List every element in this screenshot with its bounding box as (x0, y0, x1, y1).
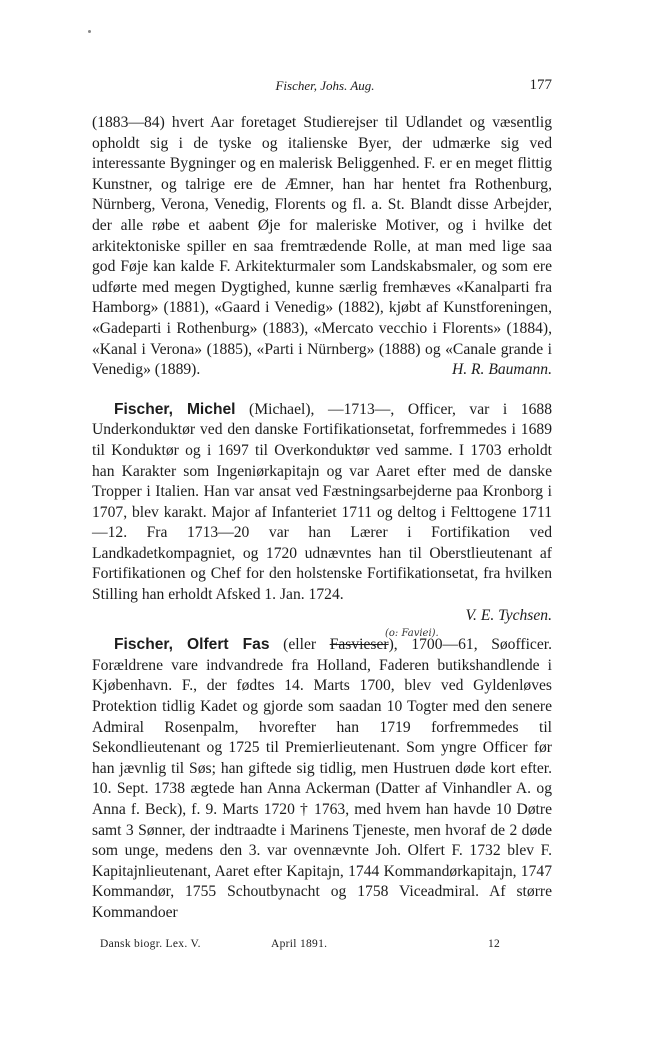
entry-headword: Fischer, Olfert Fas (114, 636, 270, 654)
entry-fischer-olfert-fas (92, 635, 552, 923)
entry-text: ), 1700—61, Søofficer. Forældrene vare indvandrede fra Holland, Faderen butikshandlende i Kjøbenhavn. F., der fødtes 14. Marts 1700, blev ved Gyldenløves Protektion tidlig Kadet og gjorde som saadan 10 Togter med den senere Admiral Rosenpalm, hvorefter han 1719 forfremmedes til Sekondlieutenant og 1725 til Premierlieutenant. Som yngre Officer før han jævnlig til Søs; han giftede sig tidlig, men Hustruen døde kort efter. 10. Sept. 1738 ægtede han Anna Ackerman (Datter af Vinhandler A. og Anna f. Beck), f. 9. Marts 1720 † 1763, med hvem han havde 10 Døtre samt 3 Sønner, der indtraadte i Marinens Tjeneste, men hvoraf de 2 døde som unge, medens den 3. var ovennævnte Joh. Olfert F. 1732 blev F. Kapitajnlieutenant, Aaret efter Kapitajn, 1744 Kommandørkapitajn, 1747 Kommandør, 1755 Schoutbynacht og 1758 Viceadmiral. Af større Kommandoer (92, 636, 552, 921)
entry-headword: Fischer, Michel (114, 400, 236, 418)
author-signature-tychsen: V. E. Tychsen. (465, 606, 552, 624)
speck-mark (88, 30, 91, 33)
footer-date: April 1891. (271, 938, 328, 950)
running-head: Fischer, Johs. Aug. (275, 78, 375, 93)
body-text (92, 113, 552, 924)
page-footer (100, 938, 500, 954)
entry-text: (Michael), —1713—, Officer, var i 1688 Underkonduktør ved den danske Fortifikationsetat, forfremmedes i 1689 til Konduktør og i 1697 til Overkonduktør ved samme. I 1703 erholdt han Karakter som Ingeniørkapitajn og var Aaret efter med de danske Tropper i Italien. Han var ansat ved Fæstningsarbejderne paa Kronborg i 1707, blev karakt. Major af Infanteriet 1711 og deltog i Felttogene 1711—12. Fra 1713—20 var han Lærer i Fortifikation ved Landkadetkompagniet, og 1720 udnævntes han til Oberstlieutenant af Fortifikationen og Chef for den holstenske Fortifikationsetat, fra hvilken Stilling han erholdt Afsked 1. Jan. 1724. (92, 400, 552, 604)
footer-publication: Dansk biogr. Lex. V. (100, 938, 201, 950)
author-signature-baumann: H. R. Baumann. (451, 361, 552, 379)
entry-continuation-text: (1883—84) hvert Aar foretaget Studierejser til Udlandet og væsentlig opholdt sig i de tyske og italienske Byer, der udmærke sig ved interessante Bygninger og en malerisk Beliggenhed. F. er en meget flittig Kunstner, og talrige ere de Æmner, han har hentet fra Rothenburg, Nürnberg, Verona, Venedig, Florents og fl. a. St. Blandt disse Arbejder, der alle røbe et aabent Øje for maleriske Motiver, og i hvilke det arkitektoniske spiller en saa fremtrædende Rolle, at man med lige saa god Føje kan kalde F. Arkitekturmaler som Landskabsmaler, og som ere udførte med megen Dygtighed, kunne særlig fremhæves «Kanalparti fra Hamborg» (1881), «Gaard i Venedig» (1882), kjøbt af Kunstforeningen, «Gadeparti i Rothenburg» (1883), «Mercato vecchio i Florents» (1884), «Kanal i Verona» (1885), «Parti i Nürnberg» (1888) og «Canale grande i Venedig» (1889). (92, 114, 552, 379)
footer-signature-mark: 12 (488, 938, 501, 950)
handwritten-annotation: (o: Faviei). (385, 628, 439, 639)
page-number: 177 (529, 77, 552, 93)
entry-text-pre: (eller (269, 636, 330, 654)
page-header (92, 76, 558, 98)
entry-fischer-michel (92, 400, 552, 606)
struck-word: Fasvieser (329, 636, 389, 654)
entry-continuation (92, 113, 552, 381)
